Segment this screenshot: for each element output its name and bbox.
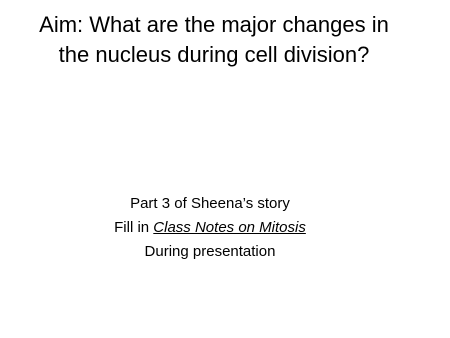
body-line-during: During presentation bbox=[144, 243, 276, 260]
class-notes-link[interactable]: Class Notes on Mitosis bbox=[153, 219, 306, 236]
body-line-notes-prefix: Fill in bbox=[114, 219, 154, 236]
slide-title bbox=[0, 10, 428, 70]
body-line-notes bbox=[0, 216, 420, 240]
title-line-1: Aim: What are the major changes in bbox=[39, 12, 389, 37]
slide-body bbox=[0, 192, 420, 264]
body-line-story: Part 3 of Sheena’s story bbox=[130, 195, 290, 212]
title-line-2: the nucleus during cell division? bbox=[58, 42, 370, 67]
